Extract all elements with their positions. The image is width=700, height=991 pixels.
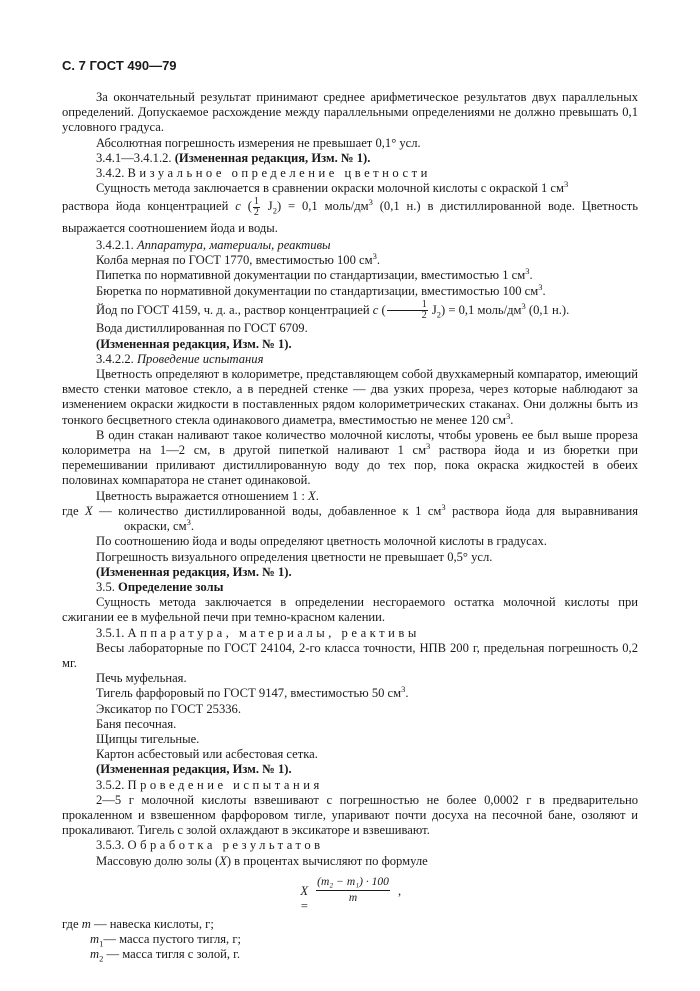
amendment-note: 3.4.1—3.4.1.2. (Измененная редакция, Изм. № 1). xyxy=(96,150,371,165)
paragraph: Сущность метода заключается в определении несгораемого остатка молочной кислоты при сжигании ее в муфельной печи при темно-красном калении. xyxy=(62,595,638,625)
list-item: Колба мерная по ГОСТ 1770, вместимостью 100 $см^3$. xyxy=(96,251,381,268)
document-body xyxy=(62,90,638,962)
paragraph: За окончательный результат принимают среднее арифметическое результатов двух параллельных определений. Допускаемое расхождение между параллельными определениями не должно превышать 0,1 условного градуса. xyxy=(62,90,638,135)
paragraph: Погрешность визуального определения цветности не превышает 0,5° усл. xyxy=(96,549,493,564)
paragraph: По соотношению йода и воды определяют цветность молочной кислоты в градусах. xyxy=(96,534,547,549)
list-item: Тигель фарфоровый по ГОСТ 9147, вместимостью 50 $см^3$. xyxy=(96,684,409,701)
section-heading: 3.5. Определение золы xyxy=(96,579,224,594)
formula-denominator: m xyxy=(348,891,358,904)
section-heading: 3.5.3. Обработка результатов xyxy=(96,838,324,853)
formula-lhs: X = xyxy=(300,883,309,913)
paragraph: Массовую долю золы (X) в процентах вычисляют по формуле xyxy=(96,853,428,868)
section-heading: 3.4.2. Визуальное определение цветности xyxy=(96,166,431,181)
list-item: Баня песочная. xyxy=(96,716,177,731)
amendment-note: (Измененная редакция, Изм. № 1). xyxy=(96,762,292,777)
paragraph: В один стакан наливают такое количество молочной кислоты, чтобы уровень ее был выше прореза колориметра на 1—2 см, в другой пипеткой наливают 1 $см^3$ раствора йода и из бюретки при перемешивании приливают дистиллированную воду до тех пор, пока окраска жидкостей в обеих половинах компаратора не станет одинаковой. xyxy=(62,427,638,488)
paragraph: раствора йода концентрацией c ( $\frac{1}{2}$ $J_2) = 0,1$ моль/$дм^3$ (0,1 н.) в дистиллированной воде. Цветность выражается соотношением йода и воды. xyxy=(62,196,639,236)
page-header: С. 7 ГОСТ 490—79 xyxy=(62,58,177,73)
section-heading: 3.5.2. Проведение испытания xyxy=(96,777,323,792)
paragraph: Цветность определяют в колориметре, представляющем собой двухкамерный компаратор, имеющий вместо стенки матовое стекло, а в передней стенке — два узких прореза, через которые наблюдают за изменением окраски жидкости в поставленных рядом колориметрических стаканах. Они должны быть из тонкого бесцветного стекла одинакового диаметра, вместимостью не менее 120 $см^3$. xyxy=(62,367,638,427)
list-item: Печь муфельная. xyxy=(96,671,187,686)
paragraph: Цветность выражается отношением 1 : X. xyxy=(96,488,319,503)
definition: где X — количество дистиллированной воды, добавленное к 1 $см^3$ раствора йода для выравнивания окраски, $см^3$. xyxy=(62,501,638,534)
list-item: Йод по ГОСТ 4159, ч. д. а., раствор концентрацией c ( $\frac{1}{2}$ $J_2) = 0,1$ моль/$дм^3$ (0,1 н.). xyxy=(96,299,570,322)
paragraph: 2—5 г молочной кислоты взвешивают с погрешностью не более 0,0002 г в предварительно прокаленном и взвешенном фарфоровом тигле, упаривают почти досуха на песочной бане, озоляют и прокаливают. Тигель с золой охлаждают в эксикаторе и взвешивают. xyxy=(62,792,638,838)
ash-formula xyxy=(62,875,638,913)
formula-fraction xyxy=(316,875,390,906)
list-item: Эксикатор по ГОСТ 25336. xyxy=(96,701,241,716)
fraction: $\frac{1}{2}$ xyxy=(387,300,428,321)
list-item: Бюретка по нормативной документации по стандартизации, вместимостью 100 $см^3$. xyxy=(96,281,546,298)
formula-tail: , xyxy=(398,883,402,898)
paragraph: Сущность метода заключается в сравнении окраски молочной кислоты с окраской 1 $см^3$ xyxy=(96,179,569,196)
fraction: $\frac{1}{2}$ xyxy=(253,196,259,219)
list-item: Вода дистиллированная по ГОСТ 6709. xyxy=(96,321,308,336)
variable-definition: $m_2$ — масса тигля с золой, г. xyxy=(90,947,241,964)
section-heading: 3.4.2.1. Аппаратура, материалы, реактивы xyxy=(96,238,331,253)
paragraph: Абсолютная погрешность измерения не превышает 0,1° усл. xyxy=(96,135,421,150)
list-item: Картон асбестовый или асбестовая сетка. xyxy=(96,747,318,762)
list-item: Пипетка по нормативной документации по стандартизации, вместимостью 1 $см^3$. xyxy=(96,266,533,283)
variable-definition: $m_1—$ масса пустого тигля, г; xyxy=(90,931,242,949)
section-heading: 3.5.1. Аппаратура, материалы, реактивы xyxy=(96,625,420,640)
variable-definition: где m — навеска кислоты, г; xyxy=(62,916,214,931)
section-heading: 3.4.2.2. Проведение испытания xyxy=(96,351,264,366)
amendment-note: (Измененная редакция, Изм. № 1). xyxy=(96,564,292,579)
list-item: Весы лабораторные по ГОСТ 24104, 2-го класса точности, НПВ 200 г, предельная погрешность 0,2 мг. xyxy=(62,640,638,670)
formula-numerator: (m₂ − m₁) · 100 xyxy=(316,875,390,891)
amendment-note: (Измененная редакция, Изм. № 1). xyxy=(96,336,292,351)
list-item: Щипцы тигельные. xyxy=(96,731,200,746)
